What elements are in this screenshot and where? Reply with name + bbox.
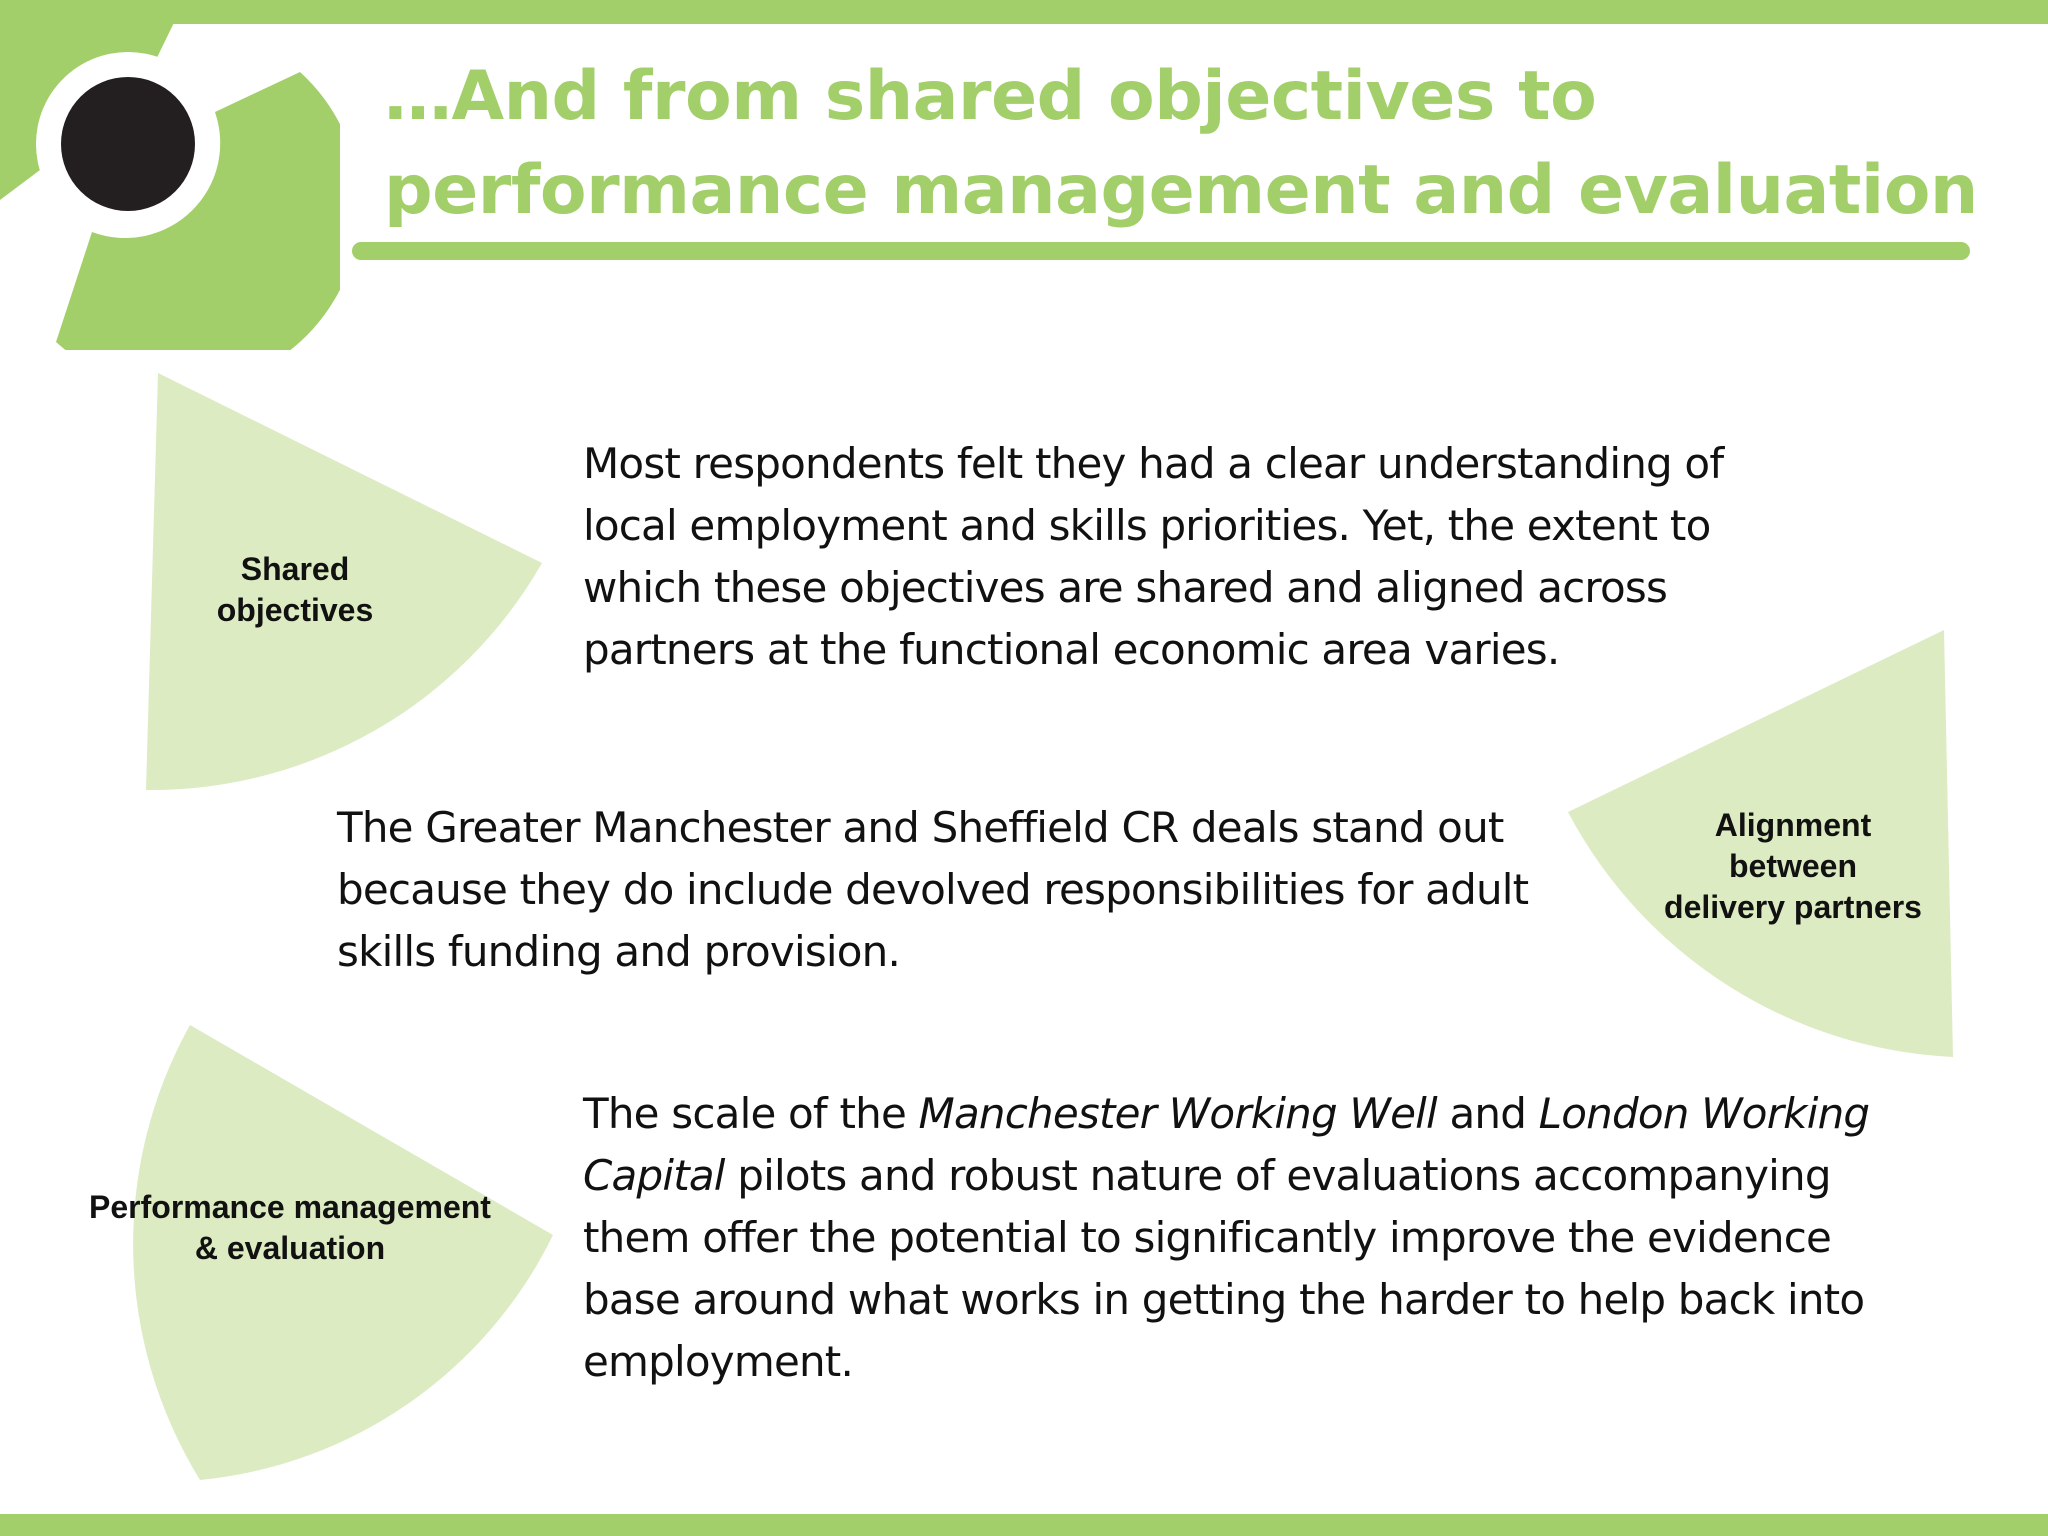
shared-objectives-label-line1: Shared xyxy=(240,551,350,587)
performance-text-part2: and xyxy=(1436,1089,1539,1138)
shared-objectives-text: Most respondents felt they had a clear understanding of local employment and skills priorities. Yet, the extent to which these objectives are shared and aligned across partners at the functional economic area varies. xyxy=(583,439,1724,674)
performance-label-line1: Performance management xyxy=(89,1189,491,1225)
shared-objectives-label xyxy=(150,549,440,631)
performance-text-part3: pilots and robust nature of evaluations accompanying them offer the potential to significantly improve the evidence base around what works in getting the harder to help back into employment. xyxy=(583,1151,1865,1386)
alignment-text: The Greater Manchester and Sheffield CR deals stand out because they do include devolved responsibilities for adult skills funding and provision. xyxy=(337,803,1529,976)
manchester-working-well: Manchester Working Well xyxy=(918,1089,1437,1138)
slide-title: …And from shared objectives to performance management and evaluation xyxy=(384,57,1978,230)
shared-objectives-label-line2: objectives xyxy=(216,592,374,628)
performance-text-part1: The scale of the xyxy=(583,1089,919,1138)
performance-label xyxy=(60,1187,520,1269)
alignment-label-line2: between xyxy=(1728,848,1858,884)
performance-label-line2: & evaluation xyxy=(194,1230,386,1266)
alignment-label-line3: delivery partners xyxy=(1664,889,1922,925)
performance-text xyxy=(583,1083,1923,1393)
alignment-label-line1: Alignment xyxy=(1714,807,1872,843)
alignment-label xyxy=(1618,805,1968,928)
london-working-capital: London Working Capital xyxy=(583,1089,1870,1200)
